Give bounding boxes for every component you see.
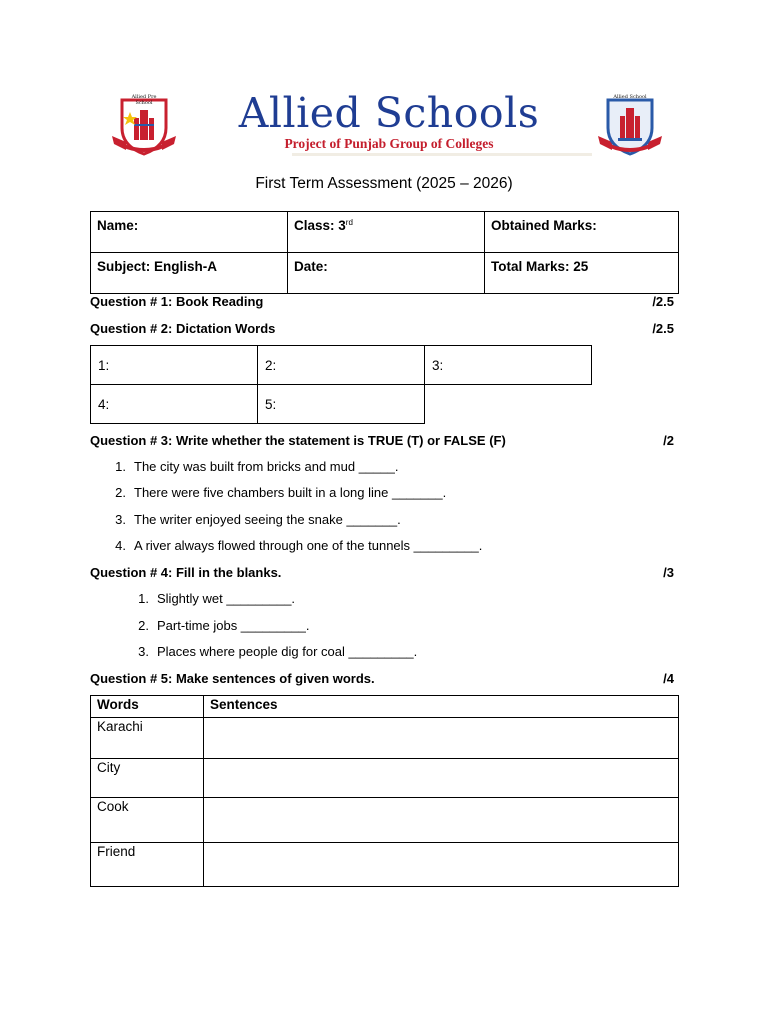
dictation-cell-1[interactable]: 1: bbox=[91, 346, 258, 385]
question-4-label: Question # 4: Fill in the blanks. bbox=[90, 565, 282, 580]
list-item: 3. Places where people dig for coal _________. bbox=[138, 644, 418, 659]
sentences-table bbox=[90, 695, 679, 887]
dictation-table bbox=[90, 345, 592, 424]
question-4-heading bbox=[90, 565, 674, 580]
question-4-marks: /3 bbox=[663, 565, 674, 580]
list-item: 1. Slightly wet _________. bbox=[138, 591, 296, 606]
question-5-label: Question # 5: Make sentences of given words. bbox=[90, 671, 375, 686]
table-row bbox=[91, 843, 679, 887]
table-row bbox=[91, 718, 679, 759]
word-cell: Karachi bbox=[91, 718, 204, 759]
name-label: Name: bbox=[97, 218, 139, 233]
brand-underline bbox=[292, 153, 592, 156]
sentence-cell[interactable] bbox=[204, 718, 679, 759]
word-cell: City bbox=[91, 759, 204, 798]
page-title: First Term Assessment (2025 – 2026) bbox=[255, 175, 513, 192]
obtained-marks-label: Obtained Marks: bbox=[491, 218, 597, 233]
dictation-cell-4[interactable]: 4: bbox=[91, 385, 258, 424]
class-superscript: rd bbox=[345, 218, 353, 227]
question-3-label: Question # 3: Write whether the statement is TRUE (T) or FALSE (F) bbox=[90, 433, 506, 448]
dictation-cell-2[interactable]: 2: bbox=[258, 346, 425, 385]
list-item: 2. Part-time jobs _________. bbox=[138, 618, 310, 633]
crest-label-right: Allied School bbox=[613, 94, 647, 100]
class-cell bbox=[288, 212, 485, 253]
question-2-marks: /2.5 bbox=[652, 321, 674, 336]
total-marks-cell bbox=[485, 253, 679, 294]
word-cell: Friend bbox=[91, 843, 204, 887]
question-1-label: Question # 1: Book Reading bbox=[90, 294, 264, 309]
obtained-marks-cell[interactable] bbox=[485, 212, 679, 253]
table-row bbox=[91, 798, 679, 843]
list-item: 1. The city was built from bricks and mud _____. bbox=[115, 459, 399, 474]
sentence-cell[interactable] bbox=[204, 798, 679, 843]
sentences-header: Sentences bbox=[204, 696, 679, 718]
question-1-heading bbox=[90, 294, 674, 309]
school-header bbox=[108, 90, 664, 160]
name-cell[interactable] bbox=[91, 212, 288, 253]
dictation-cell-3[interactable]: 3: bbox=[425, 346, 592, 385]
sentence-cell[interactable] bbox=[204, 759, 679, 798]
word-cell: Cook bbox=[91, 798, 204, 843]
question-5-heading bbox=[90, 671, 674, 686]
question-1-marks: /2.5 bbox=[652, 294, 674, 309]
table-row bbox=[91, 759, 679, 798]
dictation-cell-5[interactable]: 5: bbox=[258, 385, 425, 424]
question-3-heading bbox=[90, 433, 674, 448]
crest-label-left: Allied Pre School bbox=[131, 94, 157, 106]
subject-cell bbox=[91, 253, 288, 294]
brand-tagline: Project of Punjab Group of Colleges bbox=[284, 136, 494, 151]
date-cell[interactable] bbox=[288, 253, 485, 294]
question-2-heading bbox=[90, 321, 674, 336]
school-crest-right-icon bbox=[596, 92, 664, 158]
class-label: Class: 3 bbox=[294, 218, 346, 233]
list-item: 4. A river always flowed through one of the tunnels _________. bbox=[115, 538, 483, 553]
list-item: 3. The writer enjoyed seeing the snake _______. bbox=[115, 512, 401, 527]
date-label: Date: bbox=[294, 259, 328, 274]
question-2-label: Question # 2: Dictation Words bbox=[90, 321, 276, 336]
question-5-marks: /4 bbox=[663, 671, 674, 686]
student-info-table bbox=[90, 211, 679, 294]
brand-name: Allied Schools bbox=[238, 89, 540, 137]
sentence-cell[interactable] bbox=[204, 843, 679, 887]
question-3-marks: /2 bbox=[663, 433, 674, 448]
table-header-row bbox=[91, 696, 679, 718]
school-crest-left-icon bbox=[110, 92, 178, 158]
dictation-empty-cell bbox=[425, 385, 592, 424]
words-header: Words bbox=[91, 696, 204, 718]
list-item: 2. There were five chambers built in a long line _______. bbox=[115, 485, 447, 500]
subject-label: Subject: English-A bbox=[97, 259, 218, 274]
total-marks-label: Total Marks: 25 bbox=[491, 259, 589, 274]
